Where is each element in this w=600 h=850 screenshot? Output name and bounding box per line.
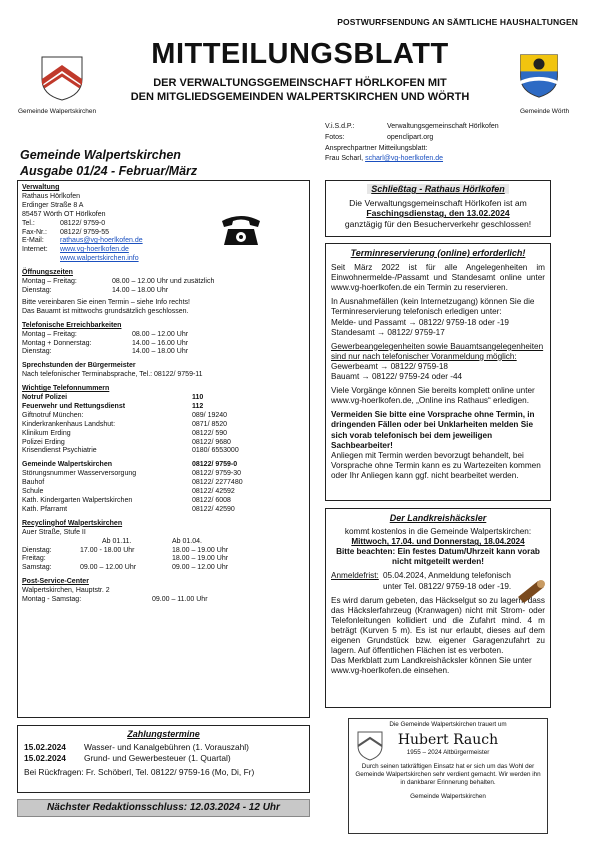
admin-heading: Verwaltung (22, 184, 60, 191)
appointment-text: Seit März 2022 ist für alle Angelegenheiten im Einwohnermelde-/Passamt und Standesamt online unter www.vg-hoerlkofen.de ein Termin zu reservieren. (331, 263, 545, 293)
gemeinde-key: Gemeinde Walpertskirchen (22, 461, 112, 469)
deadline-label: Anmeldefrist: (331, 571, 379, 581)
gemeinde-value: 08122/ 42590 (192, 505, 235, 513)
gemeinde-value: 08122/ 6008 (192, 497, 231, 504)
hours-value: 14.00 – 18.00 Uhr (112, 286, 169, 294)
hours-value: 08.00 – 12.00 Uhr und zusätzlich (112, 278, 215, 286)
address-line: Erdinger Straße 8 A (22, 201, 84, 209)
recycling-spacer (22, 538, 102, 547)
phone-hours-key: Dienstag: (22, 348, 52, 356)
recycling-winter: 09.00 – 12.00 Uhr (80, 564, 137, 572)
appointment-phone: Melde- und Passamt → 08122/ 9759-18 oder -19 (331, 317, 509, 327)
editorial-deadline: Nächster Redaktionsschluss: 12.03.2024 - 12 Uhr (17, 799, 310, 817)
contact-value: 08122/ 9759-0 (60, 219, 106, 227)
page-subtitle (100, 76, 500, 104)
gemeinde-value: 08122/ 9759-30 (192, 470, 242, 478)
hours-note: Bitte vereinbaren Sie einen Termin – siehe Info rechts! (22, 298, 190, 306)
imprint-value: Verwaltungsgemeinschaft Hörlkofen (387, 123, 499, 130)
appointment-warning: Vermeiden Sie bitte eine Vorsprache ohne Termin, in dringenden Fällen oder bei Unklarheiten melden Sie sich vorab telefonisch bei dem jeweiligen Sachbearbeiter! (331, 410, 535, 450)
telephone-icon (218, 211, 264, 247)
emergency-key: Kinderkrankenhaus Landshut: (22, 420, 116, 428)
closure-heading: Schließtag - Rathaus Hörlkofen (367, 184, 509, 194)
emergency-value: 08122/ 9680 (192, 438, 231, 446)
phone-hours-value: 14.00 – 16.00 Uhr (132, 339, 189, 347)
emergency-key: Feuerwehr und Rettungsdienst (22, 402, 126, 410)
appointment-box (325, 243, 551, 501)
page-title: MITTEILUNGSBLATT (151, 38, 449, 70)
shredder-text: Das Merkblatt zum Landkreishäcksler können Sie unter www.vg-hoerlkofen.de einsehen. (331, 656, 532, 676)
phone-hours-heading: Telefonische Erreichbarkeiten (22, 321, 122, 329)
phone-hours-value: 08.00 – 12.00 Uhr (132, 330, 189, 338)
post-center-hours: 09.00 – 11.00 Uhr (152, 596, 208, 604)
obituary-footer: Gemeinde Walpertskirchen (410, 793, 486, 800)
hours-key: Montag – Freitag: (22, 278, 77, 286)
appointment-text: Anliegen mit Termin werden bevorzugt behandelt, bei Vorsprache ohne Termin kann es zu Wartezeiten kommen oder Ihr Anliegen kann ggf. nicht bearbeitet werden. (331, 450, 541, 480)
hours-key: Dienstag: (22, 286, 52, 294)
issue-label: Ausgabe 01/24 - Februar/März (20, 164, 198, 178)
emergency-value: 0180/ 6553000 (192, 447, 239, 455)
municipality-heading (20, 147, 197, 179)
obituary-name: Hubert Rauch (397, 732, 499, 748)
deadline-text: unter Tel. 08122/ 9759-18 oder -19. (383, 581, 512, 591)
emergency-value: 089/ 19240 (192, 411, 228, 419)
payment-dates-box (17, 725, 310, 793)
crest-left-label: Gemeinde Walpertskirchen (18, 108, 97, 115)
administration-info-box (17, 180, 310, 718)
shredder-dates: Mittwoch, 17.04. und Donnerstag, 18.04.2024 (351, 537, 525, 547)
contact-key: Internet: (22, 246, 48, 254)
appointment-heading: Terminreservierung (online) erforderlich! (350, 248, 526, 258)
closure-day-box (325, 180, 551, 237)
imprint-row (325, 133, 499, 144)
recycling-day: Samstag: (22, 564, 52, 572)
emergency-key: Giftnotruf München: (22, 411, 84, 419)
recycling-winter (80, 555, 172, 564)
imprint-row (325, 154, 499, 165)
imprint-key: Frau Scharl, (325, 155, 364, 163)
appointment-text: Viele Vorgänge können Sie bereits komplett online unter www.vg-hoerlkofen.de, „Online ins Rathaus“ erledigen. (331, 386, 535, 406)
imprint-row (325, 144, 499, 155)
shredder-heading: Der Landkreishäcksler (389, 513, 487, 523)
address-line: Rathaus Hörlkofen (22, 192, 80, 200)
closure-line: Die Verwaltungsgemeinschaft Hörlkofen ist am (349, 197, 527, 208)
phone-hours-key: Montag + Donnerstag: (22, 339, 92, 347)
recycling-col-head: Ab 01.11. (102, 537, 132, 545)
imprint (325, 122, 499, 165)
website-link[interactable]: www.vg-hoerlkofen.de (60, 246, 129, 254)
imprint-key: Fotos: (325, 133, 345, 141)
gemeinde-key: Kath. Kindergarten Walpertskirchen (22, 497, 133, 504)
gemeinde-value: 08122/ 9759-0 (192, 461, 238, 469)
contact-key: Tel.: (22, 219, 35, 227)
obituary-notice (348, 718, 548, 834)
imprint-key: Ansprechpartner Mitteilungsblatt: (325, 144, 428, 152)
obituary-body: Durch seinen tatkräftigen Einsatz hat er sich um das Wohl der Gemeinde Walpertskirchen sehr verdient gemacht. Wir werden ihn in dankbarer Erinnerung behalten. (355, 763, 541, 786)
phone-hours-key: Montag – Freitag: (22, 330, 77, 338)
emergency-value: 08122/ 590 (192, 429, 228, 437)
appointment-phone: Standesamt → 08122/ 9759-17 (331, 327, 445, 337)
shredder-box (325, 508, 551, 708)
gemeinde-key: Bauhof (22, 479, 45, 487)
mayor-text: Nach telefonischer Terminabsprache, Tel.: 08122/ 9759-11 (22, 371, 203, 379)
appointment-phone: Bauamt → 08122/ 9759-24 oder -44 (331, 372, 463, 382)
contact-value: 08122/ 9759-55 (60, 228, 110, 236)
obituary-dates: 1955 – 2024 Altbürgermeister (406, 749, 490, 756)
recycling-day: Freitag: (22, 555, 46, 563)
hours-note: Das Bauamt ist mittwochs grundsätzlich geschlossen. (22, 307, 189, 315)
recycling-summer: 18.00 – 19.00 Uhr (172, 546, 229, 554)
emergency-key: Klinikum Erding (22, 429, 71, 437)
payment-contact: Bei Rückfragen: Fr. Schöberl, Tel. 08122/ 9759-16 (Mo, Di, Fr) (24, 767, 255, 777)
log-icon (516, 577, 546, 603)
opening-hours-heading: Öffnungszeiten (22, 269, 73, 277)
emergency-key: Notruf Polizei (22, 394, 68, 402)
recycling-summer: 18.00 – 19.00 Uhr (172, 555, 229, 563)
contact-key (22, 255, 60, 264)
recycling-winter: 17.00 - 18.00 Uhr (80, 546, 135, 554)
post-center-heading: Post-Service-Center (22, 578, 89, 586)
post-center-address: Walpertskirchen, Hauptstr. 2 (22, 587, 110, 595)
subtitle-line: DER VERWALTUNGSGEMEINSCHAFT HÖRLKOFEN MIT (153, 77, 447, 89)
payment-heading: Zahlungstermine (127, 729, 200, 739)
address-line: 85457 Wörth OT Hörlkofen (22, 210, 106, 218)
mayor-heading: Sprechstunden der Bürgermeister (22, 362, 136, 370)
payment-date: 15.02.2024 (24, 753, 66, 763)
gemeinde-value: 08122/ 2277480 (192, 479, 243, 487)
email-link[interactable]: rathaus@vg-hoerlkofen.de (60, 237, 143, 245)
appointment-text: In Ausnahmefällen (kein Internetzugang) können Sie die Terminreservierung telefonisch erledigen unter: (331, 297, 535, 317)
phone-hours-value: 14.00 – 18.00 Uhr (132, 348, 189, 356)
appointment-text: Gewerbeangelegenheiten sowie Bauamtsangelegenheiten sind nur nach telefonischer Voranmeldung möglich: (331, 341, 544, 361)
shredder-deadline (331, 571, 545, 581)
gemeinde-value: 08122/ 42592 (192, 488, 235, 496)
distribution-note: POSTWURFSENDUNG AN SÄMTLICHE HAUSHALTUNGEN (337, 17, 578, 27)
crest-right-label: Gemeinde Wörth (520, 108, 570, 115)
recycling-day: Dienstag: (22, 546, 52, 554)
shredder-text: kommt kostenlos in die Gemeinde Walpertskirchen: (344, 527, 532, 537)
payment-row (24, 742, 303, 753)
emergency-value: 110 (192, 394, 204, 402)
deadline-text: 05.04.2024, Anmeldung telefonisch (383, 571, 511, 581)
emergency-heading: Wichtige Telefonnummern (22, 385, 110, 393)
imprint-key: V.i.S.d.P.: (325, 123, 355, 130)
recycling-summer: 09.00 – 12.00 Uhr (172, 564, 229, 572)
recycling-col-head: Ab 01.04. (172, 537, 202, 545)
website-link[interactable]: www.walpertskirchen.info (60, 255, 139, 263)
subtitle-line: DEN MITGLIEDSGEMEINDEN WALPERTSKIRCHEN UND WÖRTH (130, 91, 470, 103)
emergency-value: 0871/ 8520 (192, 420, 228, 428)
payment-desc: Wasser- und Kanalgebühren (1. Vorauszahl) (84, 742, 249, 752)
gemeinde-key: Kath. Pfarramt (22, 505, 68, 513)
payment-row (24, 753, 303, 764)
closure-line: ganztägig für den Besucherverkehr geschlossen! (344, 218, 532, 229)
post-center-days: Montag - Samstag: (22, 596, 82, 604)
obituary-top: Die Gemeinde Walpertskirchen trauert um (389, 721, 507, 728)
contact-key: E-Mail: (22, 237, 44, 245)
payment-desc: Grund- und Gewerbesteuer (1. Quartal) (84, 753, 231, 763)
shredder-note: Bitte beachten: Ein festes Datum/Uhrzeit kann vorab nicht mitgeteilt werden! (336, 547, 540, 567)
contact-key: Fax-Nr.: (22, 228, 47, 236)
emergency-key: Polizei Erding (22, 438, 65, 446)
woerth-crest-icon (517, 53, 561, 99)
recycling-heading: Recyclinghof Walpertskirchen (22, 519, 123, 527)
recycling-address: Auer Straße, Stufe II (22, 528, 86, 536)
gemeinde-key: Schule (22, 488, 44, 496)
emergency-value: 112 (192, 402, 204, 410)
payment-date: 15.02.2024 (24, 742, 66, 752)
emergency-key: Krisendienst Psychiatrie (22, 447, 97, 455)
imprint-value: openclipart.org (387, 133, 434, 141)
municipality-name: Gemeinde Walpertskirchen (20, 148, 181, 162)
appointment-phone: Gewerbeamt → 08122/ 9759-18 (331, 361, 448, 371)
imprint-row (325, 122, 499, 133)
crest-icon (357, 731, 383, 761)
closure-date: Faschingsdienstag, den 13.02.2024 (366, 208, 510, 219)
shredder-text: Es wird darum gebeten, das Häckselgut so zu lagern, dass das Häckslerfahrzeug (Kranwagen) nicht mit Strom- oder Telefonleitungen kollidiert und die Zufahrt mind. 4 m beträgt (Kurven 5 m). Es ist nur erlaubt, dieses auf dem eigenen Grundstück bzw. eigener Garagenzufahrt zu lagern. Auf öffentlichen Flächen ist es verboten. (331, 595, 545, 656)
contact-email-link[interactable]: scharl@vg-hoerlkofen.de (365, 155, 444, 163)
gemeinde-key: Störungsnummer Wasserversorgung (22, 470, 137, 478)
